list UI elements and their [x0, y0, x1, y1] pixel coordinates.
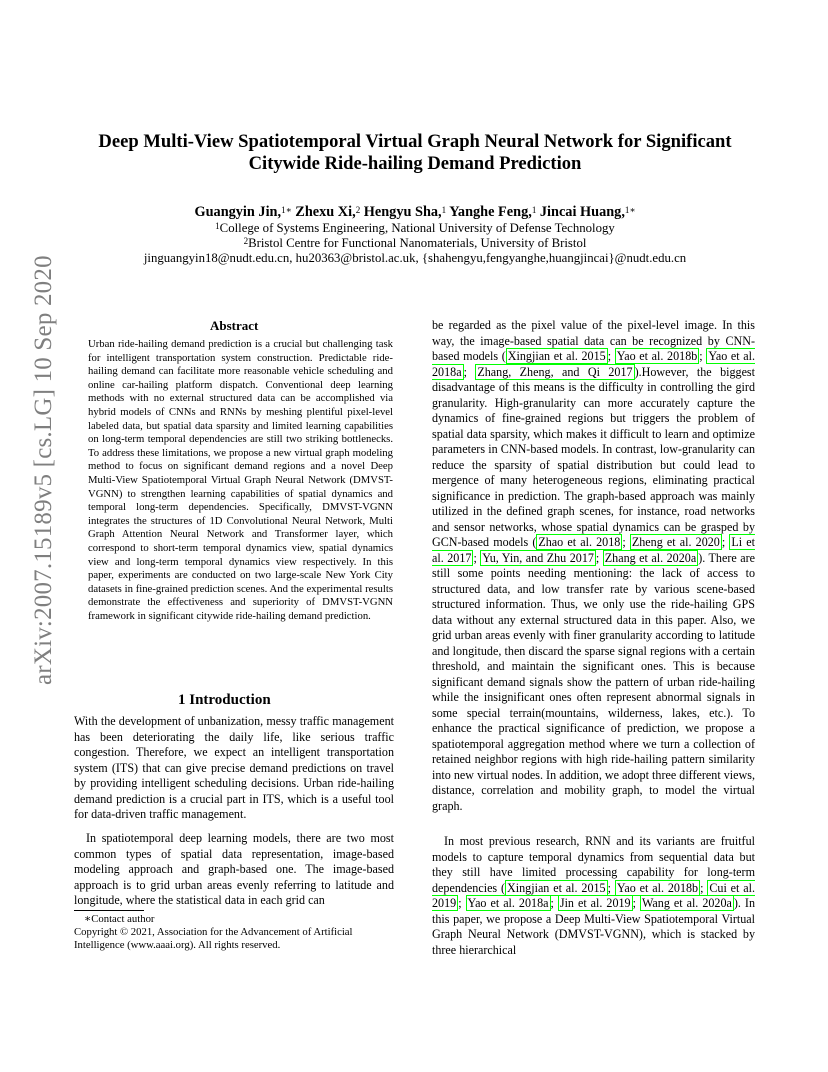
- footnote-copyright: Copyright © 2021, Association for the Advancement of Artificial Intelligence (www.aaai.org). All rights reserved.: [74, 926, 353, 951]
- author-emails: jinguangyin18@nudt.edu.cn, hu20363@bristol.ac.uk, {shahengyu,fengyanghe,huangjincai}@nudt.edu.cn: [143, 251, 687, 265]
- citation-link[interactable]: Li et al. 2017: [432, 535, 755, 565]
- citation-link[interactable]: Wang et al. 2020a: [641, 896, 732, 910]
- paper-title: [70, 131, 760, 175]
- author-superscript: 1∗: [624, 205, 636, 215]
- paragraph-text: In most previous research, RNN and its variants are fruitful models to capture temporal dynamics from sequential data but they still have limited processing capability for long-term dependencies (: [432, 834, 755, 895]
- paragraph-text: ). In this paper, we propose a Deep Multi-View Spatiotemporal Virtual Graph Neural Network (DMVST-VGNN), which is stacked by three hierarchical: [432, 896, 756, 957]
- paragraph-text: ). There are still some points needing mentioning: the lack of access to structured data, and low transfer rate by various scene-based structured information. Thus, we only use the ride-hailing GPS data without any external structured data in this paper. Also, we grid urban areas evenly with finer granularity according to latitude and longitude, then discard the sparse signal regions with a certain threshold, and maintain the significant ones. This is because significant demand signals show the pattern of urban ride-hailing while the insignificant ones often represent abnormal signals in some special terrain(mountains, wilderness, lakes, etc.). To enhance the practical significance of prediction, we propose a spatiotemporal aggregation method where we turn a collection of retained neighbor regions with high ride-hailing pattern similarity into new virtual nodes. In addition, we adopt three different views, distance, correlation and mobility graph, to model the virtual graph.: [432, 550, 755, 813]
- paragraph-text: ;: [458, 896, 466, 910]
- citation-link[interactable]: Zhang, Zheng, and Qi 2017: [477, 364, 633, 379]
- section-heading-introduction: 1 Introduction: [178, 692, 271, 708]
- title-line-1: Deep Multi-View Spatiotemporal Virtual Graph Neural Network for Significant: [98, 131, 732, 152]
- footnote-contact: ∗Contact author: [84, 913, 155, 925]
- paragraph-text: ;: [463, 364, 476, 379]
- paragraph-text: ;: [622, 535, 630, 549]
- affiliation-superscript: 1: [215, 221, 220, 231]
- intro-paragraph-2: In spatiotemporal deep learning models, there are two most common types of spatial data representation, image-based modeling approach and graph-based one. The image-based approach is to grid urban areas evenly referring to latitude and longitude, where the statistical data in each grid can: [74, 831, 394, 907]
- affiliation-text: College of Systems Engineering, National University of Defense Technology: [219, 221, 615, 235]
- footnote-rule: [74, 910, 144, 911]
- paragraph-text: ;: [607, 349, 615, 363]
- paragraph-text: ;: [595, 550, 603, 565]
- author-superscript: 1: [441, 205, 447, 215]
- paragraph-text: ;: [632, 896, 640, 910]
- author-list: [70, 203, 760, 221]
- citation-link[interactable]: Cui et al. 2019: [432, 880, 756, 910]
- author-name: Hengyu Sha,: [363, 204, 442, 220]
- abstract-body: Urban ride-hailing demand prediction is a crucial but challenging task for intelligent transportation system construction. Predictable ride-hailing demand can facilitate more reasonable vehicle scheduling and online car-hailing platform dispatch. Conventional deep learning methods with no external structured data can be accomplished via hybrid models of CNNs and RNNs by meshing plentiful pixel-level labeled data, but spatial data sparsity and limited learning capabilities on long-term temporal dependencies are still two striking bottlenecks. To address these limitations, we propose a new virtual graph modeling method to focus on significant demand regions and a novel Deep Multi-View Spatiotemporal Virtual Graph Neural Network (DMVST-VGNN) to strengthen learning capabilities of spatial dynamics and temporal long-term dependencies. Specifically, DMVST-VGNN integrates the structures of 1D Convolutional Neural Network, Multi Graph Attention Neural Network and Transformer layer, which correspond to short-term temporal dynamics view, spatial dynamics view and long-term temporal dynamics view respectively. In this paper, experiments are conducted on two large-scale New York City datasets in fine-grained prediction scenes. And the experimental results demonstrate the effectiveness and superiority of DMVST-VGNN framework in significant citywide ride-hailing demand prediction.: [88, 338, 393, 622]
- citation-link[interactable]: Yao et al. 2018a: [432, 349, 756, 379]
- author-name: Zhexu Xi,: [295, 204, 356, 220]
- intro-paragraph-4: [432, 834, 755, 958]
- affiliation-text: Bristol Centre for Functional Nanomaterials, University of Bristol: [248, 236, 587, 250]
- citation-link[interactable]: Xingjian et al. 2015: [507, 880, 606, 895]
- paragraph-text: ;: [473, 550, 481, 565]
- title-line-2: Citywide Ride-hailing Demand Prediction: [248, 153, 582, 174]
- paragraph-text: ;: [550, 896, 558, 910]
- citation-link[interactable]: Jin et al. 2019: [559, 896, 631, 910]
- paragraph-text: be regarded as the pixel value of the pixel-level image. In this way, the image-based spatial data can be recognized by CNN-based models (: [432, 318, 755, 363]
- citation-link[interactable]: Zhao et al. 2018: [538, 535, 621, 549]
- paragraph-text: ;: [699, 349, 707, 363]
- paragraph-text: ;: [700, 880, 708, 895]
- author-superscript: 2: [355, 205, 361, 215]
- citation-link[interactable]: Zheng et al. 2020: [631, 535, 720, 549]
- citation-link[interactable]: Xingjian et al. 2015: [507, 349, 606, 363]
- affiliation-1: [70, 220, 760, 236]
- paragraph-text: ;: [607, 880, 615, 895]
- paragraph-text: ;: [721, 535, 730, 549]
- affiliation-superscript: 2: [243, 236, 249, 246]
- citation-link[interactable]: Zhang et al. 2020a: [604, 550, 697, 565]
- intro-paragraph-3: [432, 318, 755, 814]
- footnote: [74, 913, 399, 952]
- citation-link[interactable]: Yao et al. 2018b: [616, 349, 698, 363]
- author-name: Jincai Huang,: [539, 204, 625, 220]
- author-superscript: 1: [531, 205, 537, 215]
- citation-link[interactable]: Yao et al. 2018b: [616, 880, 699, 895]
- citation-link[interactable]: Yao et al. 2018a: [467, 896, 549, 910]
- affiliation-2: [70, 235, 760, 251]
- arxiv-stamp: [10, 255, 57, 685]
- abstract-heading: Abstract: [210, 318, 259, 333]
- arxiv-identifier: arXiv:2007.15189v5 [cs.LG] 10 Sep 2020: [30, 255, 57, 685]
- intro-paragraph-1: With the development of unbanization, messy traffic management has been deteriorating the daily life, like serious traffic congestion. Therefore, we expect an intelligent transportation system (ITS) that can give precise demand predictions on travel by providing intelligent scheduling decisions. Urban ride-hailing demand prediction is a crucial part in ITS, which is a useful tool for data-driven traffic management.: [74, 714, 394, 821]
- author-superscript: 1∗: [281, 205, 292, 215]
- author-name: Yanghe Feng,: [449, 204, 532, 220]
- author-name: Guangyin Jin,: [194, 204, 282, 220]
- citation-link[interactable]: Yu, Yin, and Zhu 2017: [482, 550, 594, 565]
- paragraph-text: ).However, the biggest disadvantage of this means is the difficulty in controlling the gird granularity. High-granularity can more accurately capture the dynamics of fine-grained regions but triggers the problem of spatial data sparsity, which makes it difficult to learn and optimize parameters in CNN-based models. In contrast, low-granularity can reduce the sparsity of spatial distribution but could lead to mergence of many heterogeneous regions, eliminating practical significance in prediction. The graph-based approach was mainly utilized in the defined graph scenes, for instance, road networks and sensor networks, whose spatial dynamics can be grasped by GCN-based models (: [432, 364, 756, 549]
